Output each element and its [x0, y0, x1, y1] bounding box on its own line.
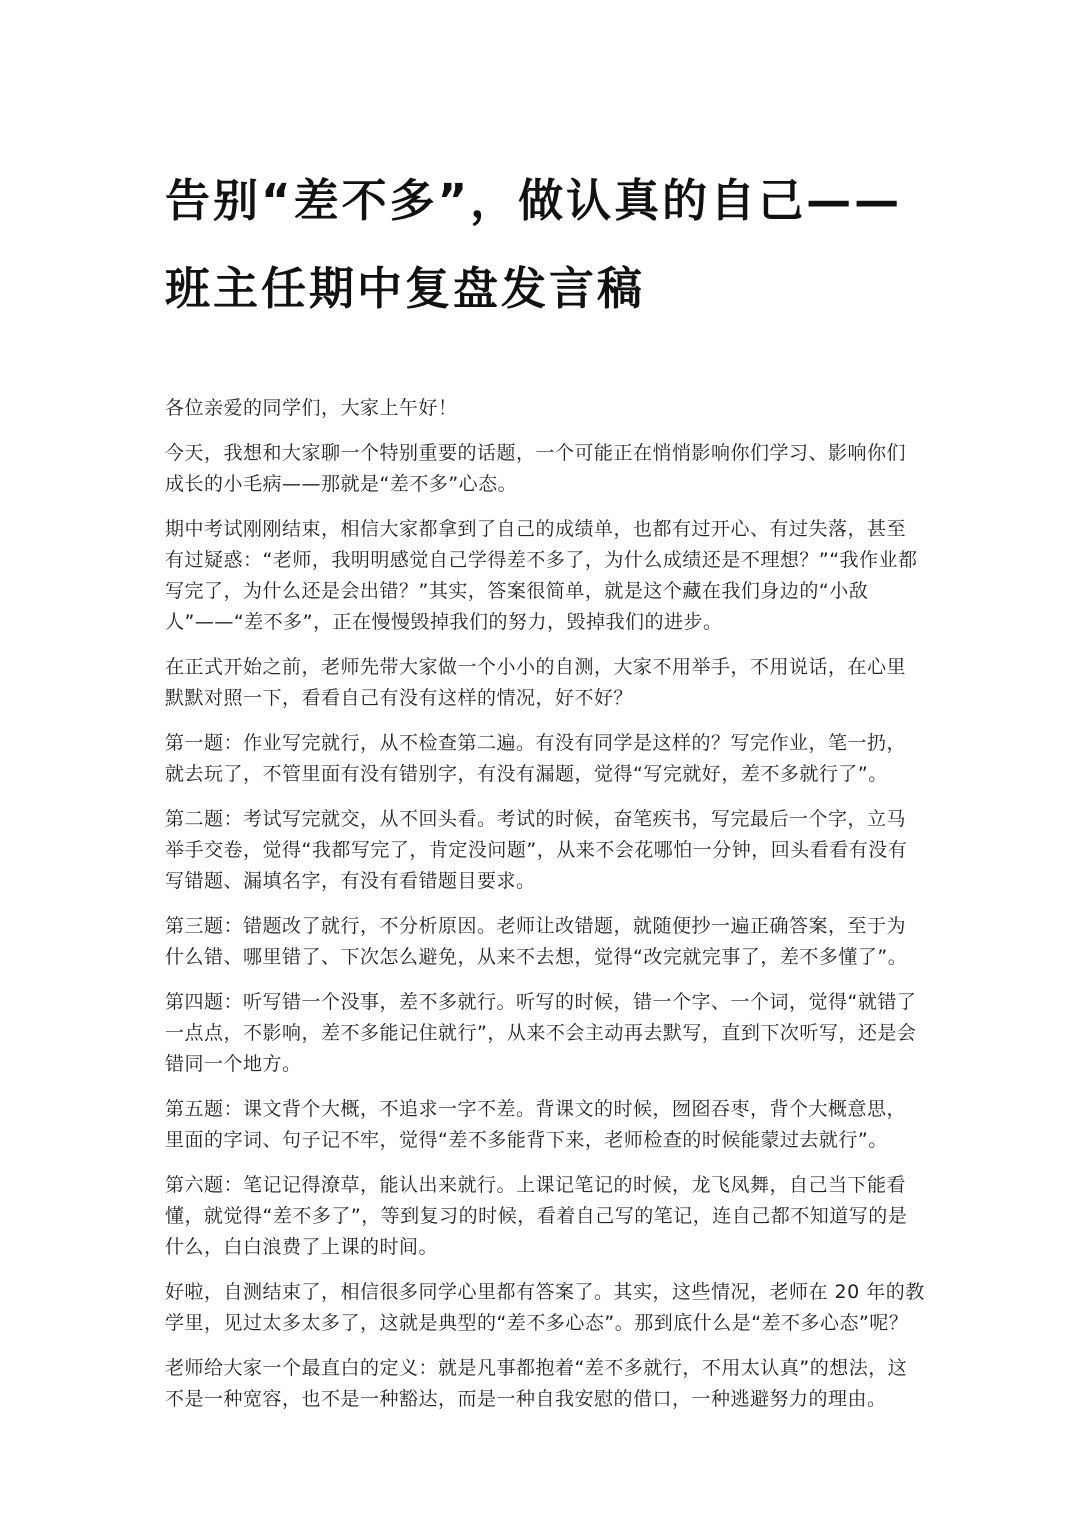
paragraph-definition: 老师给大家一个最直白的定义：就是凡事都抱着“差不多就行，不用太认真”的想法，这不是一种宽容，也不是一种豁达，而是一种自我安慰的借口，一种逃避努力的理由。 — [165, 1357, 908, 1410]
document-page — [165, 0, 925, 1429]
speech-body — [165, 393, 925, 1415]
paragraph-question-1: 第一题：作业写完就行，从不检查第二遍。有没有同学是这样的？写完作业，笔一扔，就去玩了，不管里面有没有错别字，有没有漏题，觉得“写完就好，差不多就行了”。 — [165, 732, 907, 785]
paragraph-exam: 期中考试刚刚结束，相信大家都拿到了自己的成绩单，也都有过开心、有过失落，甚至有过疑惑：“老师，我明明感觉自己学得差不多了，为什么成绩还是不理想？”“我作业都写完了，为什么还是会出错？”其实，答案很简单，就是这个藏在我们身边的“小敌人”——“差不多”，正在慢慢毁掉我们的努力，毁掉我们的进步。 — [165, 518, 918, 633]
title-line-2: 班主任期中复盘发言稿 — [165, 262, 646, 315]
paragraph-question-5: 第五题：课文背个大概，不追求一字不差。背课文的时候，囫囵吞枣，背个大概意思，里面的字词、句子记不牢，觉得“差不多能背下来，老师检查的时候能蒙过去就行”。 — [165, 1098, 907, 1151]
paragraph-question-3: 第三题：错题改了就行，不分析原因。老师让改错题，就随便抄一遍正确答案，至于为什么错、哪里错了、下次怎么避免，从来不去想，觉得“改完就完事了，差不多懂了”。 — [165, 915, 908, 968]
paragraph-conclusion: 好啦，自测结束了，相信很多同学心里都有答案了。其实，这些情况，老师在 20 年的教学里，见过太多太多了，这就是典型的“差不多心态”。那到底什么是“差不多心态”呢？ — [165, 1281, 925, 1334]
paragraph-question-2: 第二题：考试写完就交，从不回头看。考试的时候，奋笔疾书，写完最后一个字，立马举手交卷，觉得“我都写完了，肯定没问题”，从来不会花哪怕一分钟，回头看看有没有写错题、漏填名字，有没有看错题目要求。 — [165, 808, 908, 892]
title-line-1: 告别“差不多”，做认真的自己—— — [165, 174, 903, 227]
page-title — [165, 0, 925, 333]
paragraph-question-6: 第六题：笔记记得潦草，能认出来就行。上课记笔记的时候，龙飞凤舞，自己当下能看懂，就觉得“差不多了”，等到复习的时候，看着自己写的笔记，连自己都不知道写的是什么，白白浪费了上课的时间。 — [165, 1174, 908, 1258]
paragraph-self-test: 在正式开始之前，老师先带大家做一个小小的自测，大家不用举手，不用说话，在心里默默对照一下，看看自己有没有这样的情况，好不好？ — [165, 656, 907, 709]
paragraph-intro: 今天，我想和大家聊一个特别重要的话题，一个可能正在悄悄影响你们学习、影响你们成长的小毛病——那就是“差不多”心态。 — [165, 442, 907, 495]
paragraph-greeting: 各位亲爱的同学们，大家上午好！ — [165, 397, 458, 419]
paragraph-question-4: 第四题：听写错一个没事，差不多就行。听写的时候，错一个字、一个词，觉得“就错了一点点，不影响，差不多能记住就行”，从来不会主动再去默写，直到下次听写，还是会错同一个地方。 — [165, 991, 917, 1075]
